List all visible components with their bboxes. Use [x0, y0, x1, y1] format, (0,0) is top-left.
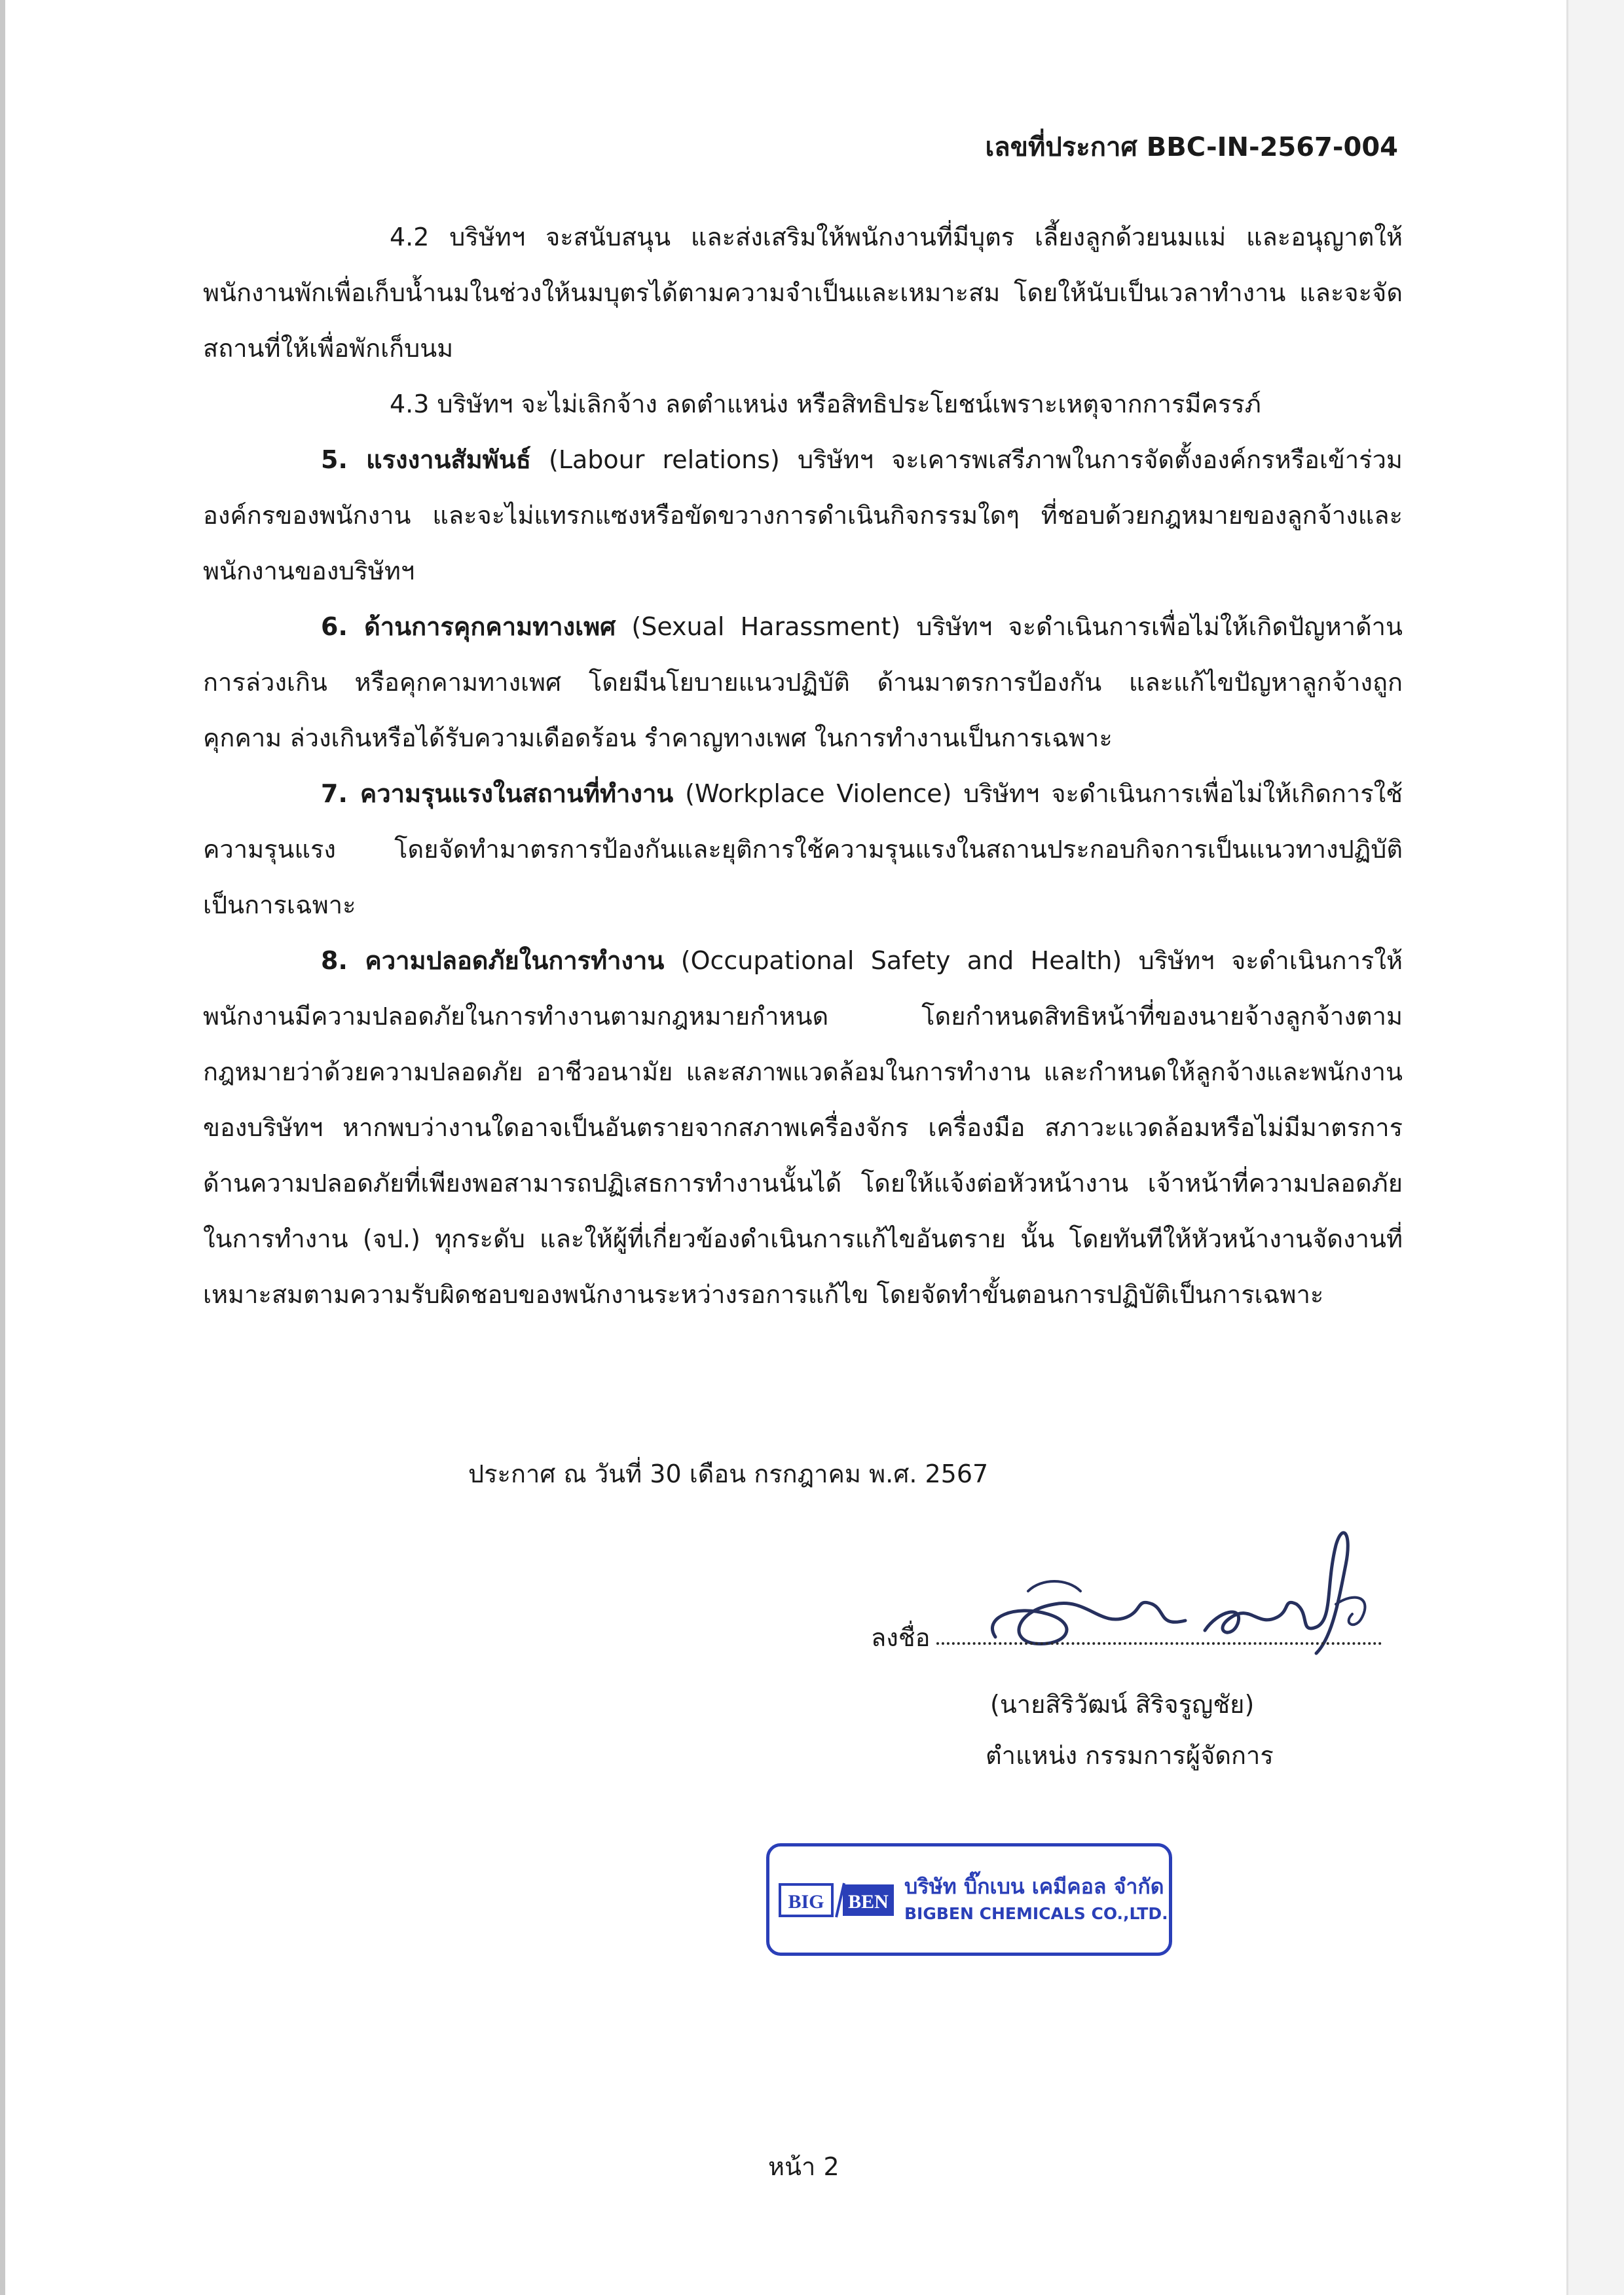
- paragraph-text: 4.2 บริษัทฯ จะสนับสนุน และส่งเสริมให้พนักงานที่มีบุตร เลี้ยงลูกด้วยนมแม่ และอนุญาตให้พนักงานพักเพื่อเก็บน้ำนมในช่วงให้นมบุตรได้ตามความจำเป็นและเหมาะสม โดยให้นับเป็นเวลาทำงาน และจะจัดสถานที่ให้เพื่อพักเก็บนม: [203, 223, 1403, 363]
- section-heading: 5. แรงงานสัมพันธ์: [321, 445, 531, 474]
- paragraph: [203, 432, 1403, 599]
- paragraph: [203, 766, 1403, 933]
- company-stamp: [766, 1843, 1172, 1956]
- scan-edge-line: [1566, 0, 1568, 2295]
- company-logo-icon: [779, 1881, 895, 1920]
- paragraph-text: (Occupational Safety and Health) บริษัทฯ จะดำเนินการให้พนักงานมีความปลอดภัยในการทำงานตามกฎหมายกำหนด โดยกำหนดสิทธิหน้าที่ของนายจ้างลูกจ้างตามกฎหมายว่าด้วยความปลอดภัย อาชีวอนามัย และสภาพแวดล้อมในการทำงาน และกำหนดให้ลูกจ้างและพนักงานของบริษัทฯ หากพบว่างานใดอาจเป็นอันตรายจากสภาพเครื่องจักร เครื่องมือ สภาวะแวดล้อมหรือไม่มีมาตรการด้านความปลอดภัยที่เพียงพอสามารถปฏิเสธการทำงานนั้นได้ โดยให้แจ้งต่อหัวหน้างาน เจ้าหน้าที่ความปลอดภัยในการทำงาน (จป.) ทุกระดับ และให้ผู้ที่เกี่ยวข้องดำเนินการแก้ไขอันตราย นั้น โดยทันทีให้หัวหน้างานจัดงานที่เหมาะสมตามความรับผิดชอบของพนักงานระหว่างรอการแก้ไข โดยจัดทำขั้นตอนการปฏิบัติเป็นการเฉพาะ: [203, 946, 1403, 1309]
- paragraph: [203, 599, 1403, 766]
- announcement-date: ประกาศ ณ วันที่ 30 เดือน กรกฎาคม พ.ศ. 2567: [468, 1460, 989, 1488]
- section-heading: 6. ด้านการคุกคามทางเพศ: [321, 612, 616, 641]
- signer-position: ตำแหน่ง กรรมการผู้จัดการ: [986, 1741, 1274, 1770]
- announcement-number: เลขที่ประกาศ BBC-IN-2567-004: [985, 132, 1398, 162]
- svg-text:BIG: BIG: [788, 1891, 824, 1913]
- handwritten-signature: [969, 1506, 1388, 1676]
- sign-label: ลงชื่อ: [871, 1623, 931, 1652]
- section-heading: 8. ความปลอดภัยในการทำงาน: [321, 946, 665, 975]
- paragraph-text: (Sexual Harassment) บริษัทฯ จะดำเนินการเพื่อไม่ให้เกิดปัญหาด้านการล่วงเกิน หรือคุกคามทางเพศ โดยมีนโยบายแนวปฏิบัติ ด้านมาตรการป้องกัน และแก้ไขปัญหาลูกจ้างถูกคุกคาม ล่วงเกินหรือได้รับความเดือดร้อน รำคาญทางเพศ ในการทำงานเป็นการเฉพาะ: [203, 612, 1403, 752]
- paragraph-text: 4.3 บริษัทฯ จะไม่เลิกจ้าง ลดตำแหน่ง หรือสิทธิประโยชน์เพราะเหตุจากการมีครรภ์: [390, 390, 1261, 418]
- paragraph: [203, 933, 1403, 1323]
- paragraph-text: (Labour relations) บริษัทฯ จะเคารพเสรีภาพในการจัดตั้งองค์กรหรือเข้าร่วมองค์กรของพนักงาน และจะไม่แทรกแซงหรือขัดขวางการดำเนินกิจกรรมใดๆ ที่ชอบด้วยกฎหมายของลูกจ้างและพนักงานของบริษัทฯ: [203, 445, 1403, 585]
- stamp-company-thai: บริษัท บิ๊กเบน เคมีคอล จำกัด: [904, 1874, 1164, 1899]
- paragraph: [203, 376, 1403, 432]
- paragraph: [203, 210, 1403, 376]
- svg-text:BEN: BEN: [848, 1891, 889, 1913]
- signature-line: [936, 1642, 1382, 1645]
- section-heading: 7. ความรุนแรงในสถานที่ทำงาน: [321, 779, 674, 808]
- scan-edge-left: [0, 0, 5, 2295]
- page-number: หน้า 2: [768, 2152, 840, 2181]
- paragraph-text: (Workplace Violence) บริษัทฯ จะดำเนินการเพื่อไม่ให้เกิดการใช้ความรุนแรง โดยจัดทำมาตรการป้องกันและยุติการใช้ความรุนแรงในสถานประกอบกิจการเป็นแนวทางปฏิบัติเป็นการเฉพาะ: [203, 779, 1403, 919]
- document-body: [203, 210, 1403, 1323]
- signer-name: (นายสิริวัฒน์ สิริจรูญชัย): [990, 1690, 1255, 1719]
- scan-edge-right: [1566, 0, 1624, 2295]
- stamp-company-english: BIGBEN CHEMICALS CO.,LTD.: [904, 1904, 1168, 1923]
